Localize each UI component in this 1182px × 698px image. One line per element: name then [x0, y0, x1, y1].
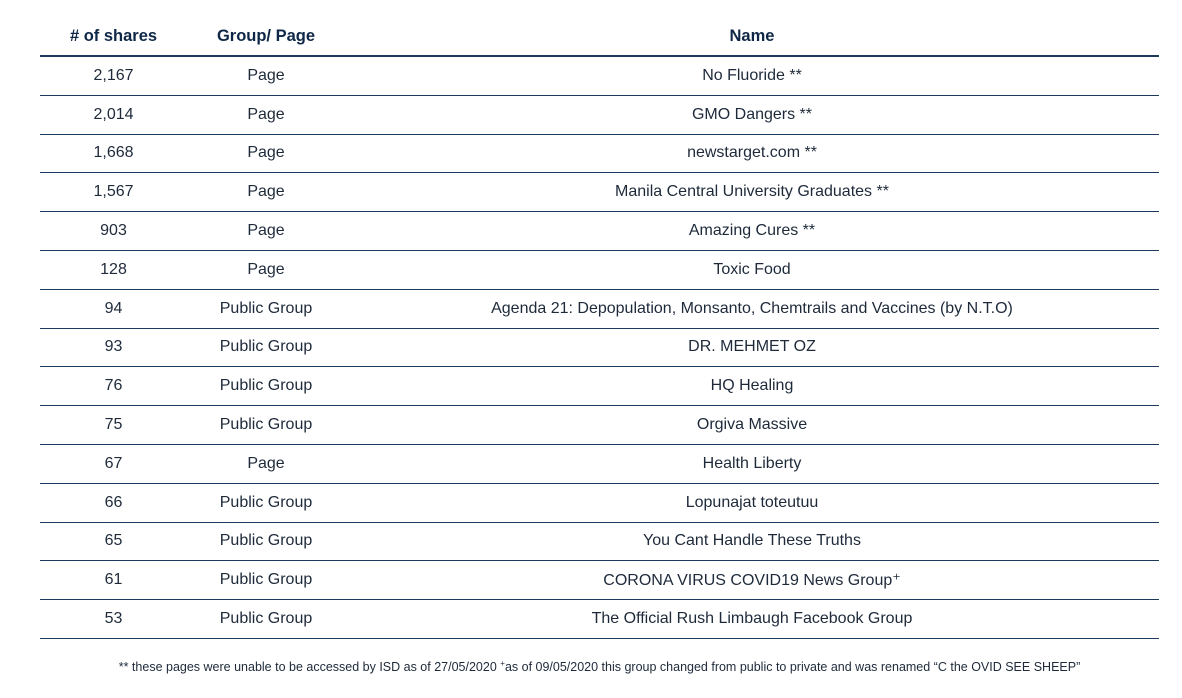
cell-shares: 94 — [104, 299, 123, 317]
cell-group-page: Public Group — [219, 377, 313, 395]
cell-shares: 65 — [104, 532, 123, 550]
table-row — [40, 290, 1159, 329]
footnote-part1: ** these pages were unable to be accessed by ISD as of 27/05/2020 — [118, 660, 497, 675]
table-row — [40, 367, 1159, 406]
cell-shares: 67 — [104, 454, 123, 472]
table-row — [40, 135, 1159, 174]
table-row — [40, 561, 1159, 600]
table-row — [40, 406, 1159, 445]
cell-shares: 75 — [104, 416, 123, 434]
cell-shares: 1,567 — [93, 183, 134, 201]
cell-shares: 1,668 — [93, 144, 134, 162]
cell-group-page: Public Group — [219, 532, 313, 550]
cell-group-page: Page — [247, 183, 285, 201]
cell-name: DR. MEHMET OZ — [688, 338, 816, 356]
table-row — [40, 523, 1159, 562]
cell-shares: 128 — [100, 260, 127, 278]
cell-name: newstarget.com ** — [687, 144, 817, 162]
table-header — [40, 18, 1159, 57]
table-row — [40, 57, 1159, 96]
header-name: Name — [729, 27, 775, 45]
footnote — [40, 656, 1159, 675]
cell-shares: 53 — [104, 610, 123, 628]
table-row — [40, 445, 1159, 484]
shares-table — [40, 18, 1159, 639]
table-row — [40, 96, 1159, 135]
cell-shares: 903 — [100, 222, 127, 240]
cell-group-page: Page — [247, 222, 285, 240]
cell-shares: 93 — [104, 338, 123, 356]
table-row — [40, 212, 1159, 251]
cell-group-page: Public Group — [219, 338, 313, 356]
cell-shares: 2,014 — [93, 105, 134, 123]
cell-group-page: Public Group — [219, 416, 313, 434]
cell-group-page: Public Group — [219, 610, 313, 628]
cell-name: Toxic Food — [713, 260, 791, 278]
header-shares: # of shares — [69, 27, 158, 45]
table-row — [40, 484, 1159, 523]
cell-name: Health Liberty — [702, 454, 802, 472]
cell-name: No Fluoride ** — [702, 66, 802, 84]
cell-group-page: Public Group — [219, 299, 313, 317]
cell-group-page: Page — [247, 260, 285, 278]
cell-name: CORONA VIRUS COVID19 News Group⁺ — [603, 572, 901, 590]
cell-name: Agenda 21: Depopulation, Monsanto, Chemtrails and Vaccines (by N.T.O) — [491, 299, 1013, 317]
cell-group-page: Public Group — [219, 493, 313, 511]
footnote-part2: as of 09/05/2020 this group changed from public to private and was renamed “C the OVID SEE SHEEP” — [504, 660, 1081, 675]
cell-group-page: Public Group — [219, 571, 313, 589]
cell-shares: 2,167 — [93, 66, 134, 84]
cell-name: You Cant Handle These Truths — [643, 532, 861, 550]
cell-group-page: Page — [247, 105, 285, 123]
header-group-page: Group/ Page — [216, 27, 316, 45]
cell-name: Amazing Cures ** — [688, 222, 816, 240]
cell-name: Lopunajat toteutuu — [685, 493, 819, 511]
cell-name: Manila Central University Graduates ** — [615, 183, 889, 201]
footnote-dagger: + — [500, 659, 505, 668]
table-row — [40, 600, 1159, 639]
cell-name: HQ Healing — [710, 377, 794, 395]
cell-name: Orgiva Massive — [696, 416, 808, 434]
cell-group-page: Page — [247, 454, 285, 472]
cell-name: GMO Dangers ** — [691, 105, 813, 123]
cell-shares: 66 — [104, 493, 123, 511]
cell-shares: 76 — [104, 377, 123, 395]
cell-group-page: Page — [247, 66, 285, 84]
cell-shares: 61 — [104, 571, 123, 589]
cell-group-page: Page — [247, 144, 285, 162]
cell-name: The Official Rush Limbaugh Facebook Group — [591, 610, 913, 628]
table-row — [40, 173, 1159, 212]
table-row — [40, 251, 1159, 290]
table-row — [40, 329, 1159, 368]
